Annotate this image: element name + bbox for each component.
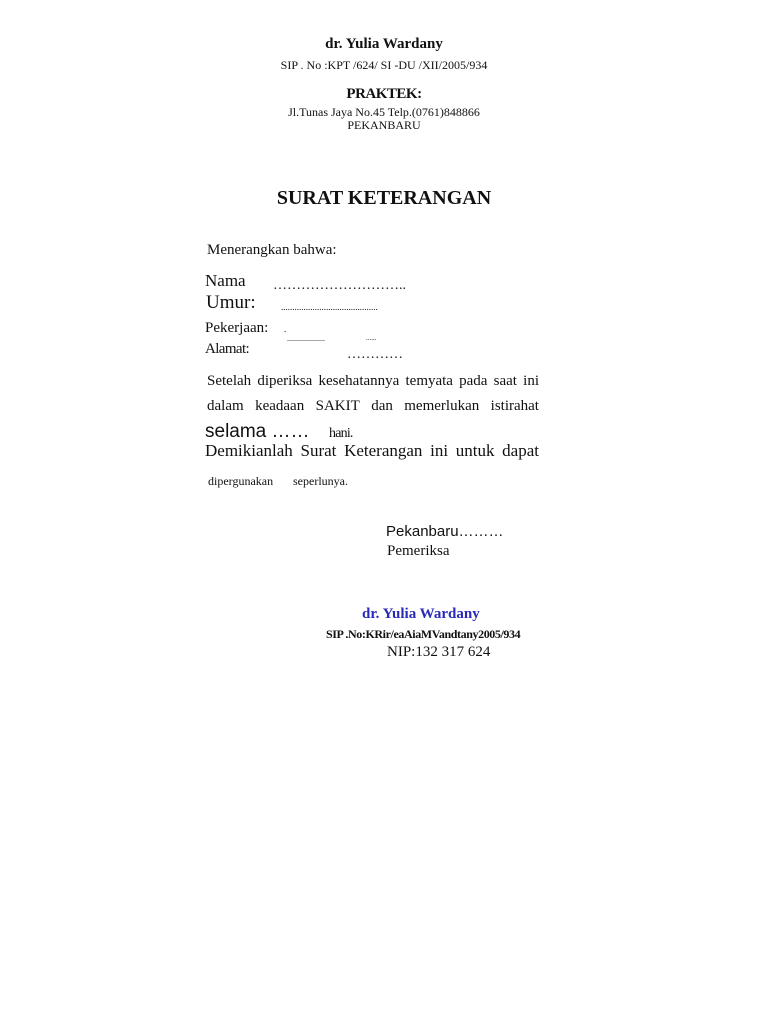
header-praktek-label: PRAKTEK:	[346, 86, 422, 102]
body-dipergunakan: dipergunakan	[208, 474, 274, 488]
body-line-2-word: SAKIT	[315, 398, 360, 414]
field-alamat-label: Alamat:	[205, 341, 250, 357]
signature-sip: SIP .No:KRir/eaAiaMVandtany2005/934	[326, 627, 521, 641]
body-line-4-word: Keterangan	[344, 441, 423, 460]
field-umur-dots: ...........................................	[281, 302, 378, 312]
field-nama-label: Nama	[205, 271, 246, 290]
document-title: SURAT KETERANGAN	[276, 187, 492, 209]
body-line-2-word: keadaan	[255, 398, 305, 414]
body-line-2-word: dan	[371, 398, 393, 414]
body-line-4-word: ini	[430, 441, 449, 460]
signature-doctor-name: dr. Yulia Wardany	[362, 606, 480, 622]
field-nama-dots: ………………………..	[273, 278, 406, 293]
body-line-4-word: dapat	[502, 441, 539, 460]
header-city: PEKANBARU	[347, 118, 421, 132]
field-alamat-dots: …………	[347, 347, 403, 362]
field-pekerjaan-dots-a: ...................	[287, 334, 325, 343]
header-doctor-name: dr. Yulia Wardany	[325, 36, 443, 52]
body-line-4-word: untuk	[455, 441, 495, 460]
intro-text: Menerangkan bahwa:	[207, 242, 337, 258]
body-line-1: Setelah diperiksa kesehatannya temyata pada saat ini	[207, 373, 539, 389]
field-umur-label: Umur:	[206, 292, 256, 313]
body-line-4	[205, 441, 539, 461]
signature-nip: NIP:132 317 624	[387, 644, 491, 660]
field-pekerjaan-dots-b: ......	[366, 334, 377, 342]
body-line-4-word: Surat	[300, 441, 337, 460]
field-pekerjaan-label: Pekerjaan:	[205, 320, 269, 336]
body-selama: selama ……	[205, 421, 310, 442]
body-line-2	[207, 398, 539, 415]
body-hari: hani.	[329, 426, 353, 441]
body-line-2-word: dalam	[207, 398, 244, 414]
signature-role: Pemeriksa	[387, 543, 450, 559]
body-seperlunya: seperlunya.	[293, 474, 348, 488]
body-line-4-word: Demikianlah	[205, 441, 293, 460]
body-line-2-word: memerlukan	[404, 398, 480, 414]
signature-place-date: Pekanbaru………	[386, 523, 504, 540]
field-pekerjaan-dot: .	[284, 324, 287, 334]
header-sip: SIP . No :KPT /624/ SI -DU /XII/2005/934	[280, 58, 488, 72]
body-line-2-word: istirahat	[490, 398, 539, 414]
header-address: Jl.Tunas Jaya No.45 Telp.(0761)848866	[288, 105, 480, 119]
